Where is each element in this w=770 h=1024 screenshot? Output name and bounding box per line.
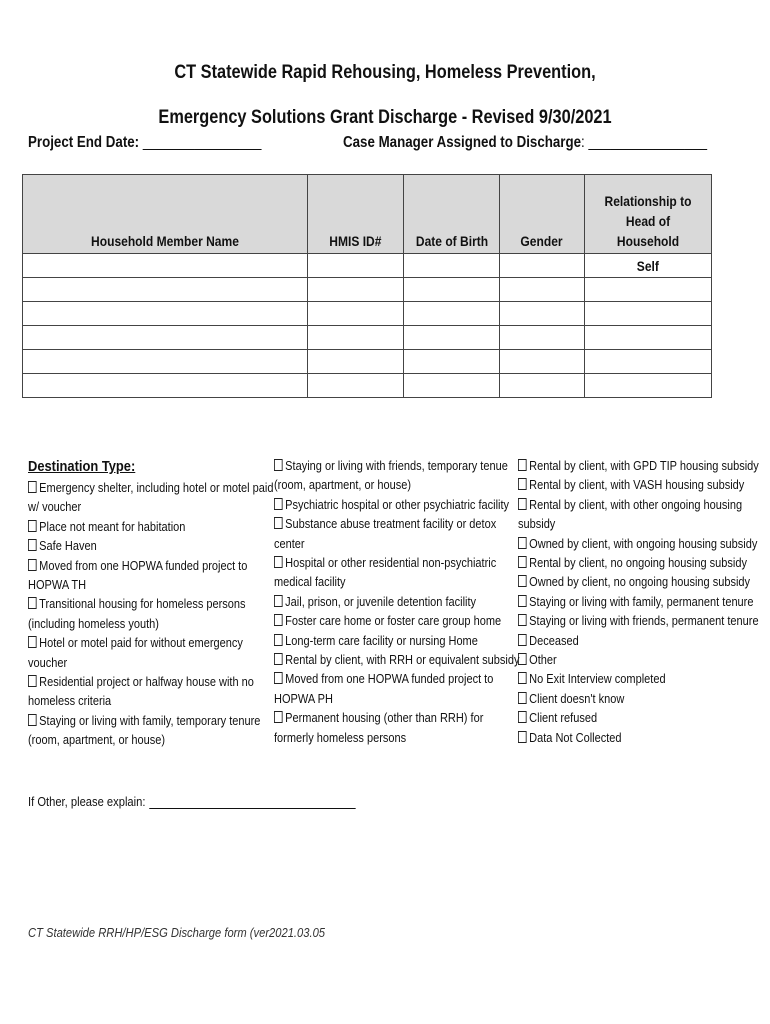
name-cell[interactable]	[23, 326, 308, 350]
checkbox[interactable]	[28, 481, 37, 493]
table-row	[23, 326, 712, 350]
destination-option-label: Moved from one HOPWA funded project to HOPWA PH	[274, 671, 494, 706]
table-header-row	[23, 175, 712, 254]
destination-option[interactable]	[518, 650, 767, 669]
checkbox[interactable]	[518, 478, 527, 490]
checkbox[interactable]	[518, 575, 527, 587]
destination-option[interactable]	[518, 592, 767, 611]
name-cell[interactable]	[23, 350, 308, 374]
destination-option[interactable]	[274, 456, 523, 495]
name-cell[interactable]	[23, 254, 308, 278]
destination-option-label: Staying or living with friends, temporary tenue (room, apartment, or house)	[274, 458, 508, 493]
destination-option[interactable]	[28, 478, 277, 517]
destination-option[interactable]	[28, 633, 277, 672]
col-header-relationship: Relationship to Head of Household	[585, 175, 712, 254]
destination-option-label: Jail, prison, or juvenile detention facility	[285, 593, 477, 609]
table-row	[23, 302, 712, 326]
destination-option-label: Rental by client, with VASH housing subsidy	[529, 477, 745, 493]
table-row	[23, 350, 712, 374]
destination-option[interactable]	[518, 611, 767, 630]
checkbox[interactable]	[518, 556, 527, 568]
checkbox[interactable]	[274, 614, 283, 626]
checkbox[interactable]	[518, 595, 527, 607]
destination-option[interactable]	[28, 672, 277, 711]
gender-cell[interactable]	[500, 278, 585, 302]
checkbox[interactable]	[518, 672, 527, 684]
destination-option-label: Rental by client, with RRH or equivalent subsidy	[285, 652, 520, 668]
project-end-label: Project End Date:	[28, 134, 140, 151]
destination-option[interactable]	[274, 669, 523, 708]
dob-cell[interactable]	[404, 326, 500, 350]
destination-option[interactable]	[518, 631, 767, 650]
checkbox[interactable]	[518, 459, 527, 471]
gender-cell[interactable]	[500, 326, 585, 350]
project-end-field[interactable]: ________________	[142, 134, 262, 151]
destination-option[interactable]	[518, 708, 767, 727]
destination-option[interactable]	[274, 708, 523, 747]
checkbox[interactable]	[28, 559, 37, 571]
relationship-cell[interactable]	[585, 374, 712, 398]
destination-option-label: Owned by client, with ongoing housing subsidy	[529, 535, 758, 551]
gender-cell[interactable]	[500, 350, 585, 374]
hmis-cell[interactable]	[308, 278, 404, 302]
destination-option[interactable]	[28, 536, 277, 555]
destination-column-3	[518, 456, 770, 747]
destination-option[interactable]	[518, 495, 767, 534]
table-row	[23, 278, 712, 302]
destination-option[interactable]	[518, 475, 767, 494]
dob-cell[interactable]	[404, 254, 500, 278]
other-explain	[28, 794, 355, 809]
destination-option[interactable]	[274, 514, 523, 553]
checkbox[interactable]	[28, 539, 37, 551]
destination-option[interactable]	[274, 495, 523, 514]
hmis-cell[interactable]	[308, 326, 404, 350]
col-header-hmis: HMIS ID#	[308, 175, 404, 254]
name-cell[interactable]	[23, 278, 308, 302]
destination-option[interactable]	[518, 728, 767, 747]
checkbox[interactable]	[28, 714, 37, 726]
destination-option-label: Moved from one HOPWA funded project to HOPWA TH	[28, 557, 248, 593]
checkbox[interactable]	[274, 517, 283, 529]
checkbox[interactable]	[274, 711, 283, 723]
dob-cell[interactable]	[404, 278, 500, 302]
destination-option-label: Client refused	[529, 710, 598, 726]
dob-cell[interactable]	[404, 302, 500, 326]
checkbox[interactable]	[518, 614, 527, 626]
checkbox[interactable]	[274, 653, 283, 665]
checkbox[interactable]	[28, 675, 37, 687]
dob-cell[interactable]	[404, 350, 500, 374]
checkbox[interactable]	[518, 711, 527, 723]
project-end-date	[28, 134, 261, 152]
destination-option[interactable]	[274, 553, 523, 592]
destination-option-label: Psychiatric hospital or other psychiatric facility	[285, 496, 510, 512]
form-title-line1: CT Statewide Rapid Rehousing, Homeless Prevention,	[174, 62, 596, 83]
destination-option-label: Client doesn't know	[529, 690, 625, 706]
destination-option[interactable]	[518, 534, 767, 553]
destination-option-label: Rental by client, no ongoing housing subsidy	[529, 555, 747, 571]
destination-option-label: Permanent housing (other than RRH) for formerly homeless persons	[274, 710, 484, 745]
destination-option-label: Substance abuse treatment facility or detox center	[274, 516, 497, 551]
hmis-cell[interactable]	[308, 254, 404, 278]
hmis-cell[interactable]	[308, 350, 404, 374]
hmis-cell[interactable]	[308, 374, 404, 398]
form-footer: CT Statewide RRH/HP/ESG Discharge form (ver2021.03.05	[28, 925, 326, 940]
checkbox[interactable]	[28, 636, 37, 648]
relationship-cell[interactable]	[585, 278, 712, 302]
destination-option-label: Data Not Collected	[529, 729, 622, 745]
checkbox[interactable]	[518, 498, 527, 510]
destination-option[interactable]	[518, 456, 767, 475]
relationship-cell[interactable]	[585, 350, 712, 374]
other-explain-label: If Other, please explain:	[28, 794, 146, 809]
checkbox[interactable]	[518, 634, 527, 646]
checkbox[interactable]	[274, 459, 283, 471]
col-header-name: Household Member Name	[23, 175, 308, 254]
destination-option-label: No Exit Interview completed	[529, 671, 666, 687]
destination-option[interactable]	[28, 556, 277, 595]
case-manager-label: Case Manager Assigned to Discharge	[343, 134, 582, 151]
relationship-cell[interactable]	[585, 326, 712, 350]
destination-option-label: Hospital or other residential non-psychiatric medical facility	[274, 555, 497, 590]
checkbox[interactable]	[274, 498, 283, 510]
destination-option[interactable]	[28, 711, 277, 750]
checkbox[interactable]	[274, 634, 283, 646]
destination-option-label: Emergency shelter, including hotel or motel paid w/ voucher	[28, 480, 274, 515]
destination-title: Destination Type:	[28, 458, 136, 475]
destination-option[interactable]	[274, 631, 523, 650]
checkbox[interactable]	[28, 597, 37, 609]
dob-cell[interactable]	[404, 374, 500, 398]
relationship-cell[interactable]: Self	[585, 254, 712, 278]
destination-option-label: Staying or living with family, temporary tenure (room, apartment, or house)	[28, 712, 261, 748]
destination-option-label: Staying or living with friends, permanent tenure	[529, 613, 759, 629]
name-cell[interactable]	[23, 374, 308, 398]
destination-option-label: Other	[529, 652, 557, 668]
checkbox[interactable]	[274, 672, 283, 684]
checkbox[interactable]	[274, 556, 283, 568]
case-manager-field[interactable]: ________________	[588, 134, 708, 151]
destination-option[interactable]	[274, 611, 523, 630]
destination-option-label: Rental by client, with other ongoing housing subsidy	[518, 496, 743, 532]
gender-cell[interactable]	[500, 254, 585, 278]
destination-option[interactable]	[28, 517, 277, 536]
case-manager: Case Manager Assigned to Discharge: ________________	[343, 134, 708, 151]
destination-option-label: Staying or living with family, permanent tenure	[529, 593, 754, 609]
destination-option[interactable]	[518, 669, 767, 688]
destination-option-label: Foster care home or foster care group home	[285, 613, 502, 629]
other-explain-field[interactable]	[149, 794, 355, 809]
destination-option-label: Long-term care facility or nursing Home	[285, 632, 478, 648]
checkbox[interactable]	[274, 595, 283, 607]
checkbox[interactable]	[518, 731, 527, 743]
gender-cell[interactable]	[500, 302, 585, 326]
household-members-table	[22, 174, 712, 398]
hmis-cell[interactable]	[308, 302, 404, 326]
destination-option-label: Deceased	[529, 632, 579, 648]
destination-option[interactable]	[274, 650, 523, 669]
checkbox[interactable]	[518, 653, 527, 665]
checkbox[interactable]	[518, 692, 527, 704]
form-title-line2: Emergency Solutions Grant Discharge - Revised 9/30/2021	[158, 107, 612, 128]
destination-option[interactable]	[28, 594, 277, 633]
destination-option[interactable]	[274, 592, 523, 611]
destination-option-label: Safe Haven	[39, 538, 97, 554]
destination-option-label: Place not meant for habitation	[39, 518, 186, 534]
relationship-cell[interactable]	[585, 302, 712, 326]
table-row	[23, 374, 712, 398]
col-header-gender: Gender	[500, 175, 585, 254]
destination-option-label: Hotel or motel paid for without emergency voucher	[28, 635, 243, 670]
destination-option[interactable]	[518, 572, 767, 591]
destination-option-label: Rental by client, with GPD TIP housing subsidy	[529, 458, 759, 473]
checkbox[interactable]	[518, 537, 527, 549]
destination-option[interactable]	[518, 553, 767, 572]
col-header-dob: Date of Birth	[404, 175, 500, 254]
destination-option-label: Transitional housing for homeless persons (including homeless youth)	[28, 596, 246, 631]
name-cell[interactable]	[23, 302, 308, 326]
destination-option-label: Residential project or halfway house with no homeless criteria	[28, 674, 254, 709]
table-row	[23, 254, 712, 278]
gender-cell[interactable]	[500, 374, 585, 398]
destination-option[interactable]	[518, 689, 767, 708]
destination-option-label: Owned by client, no ongoing housing subsidy	[529, 574, 751, 590]
checkbox[interactable]	[28, 520, 37, 532]
